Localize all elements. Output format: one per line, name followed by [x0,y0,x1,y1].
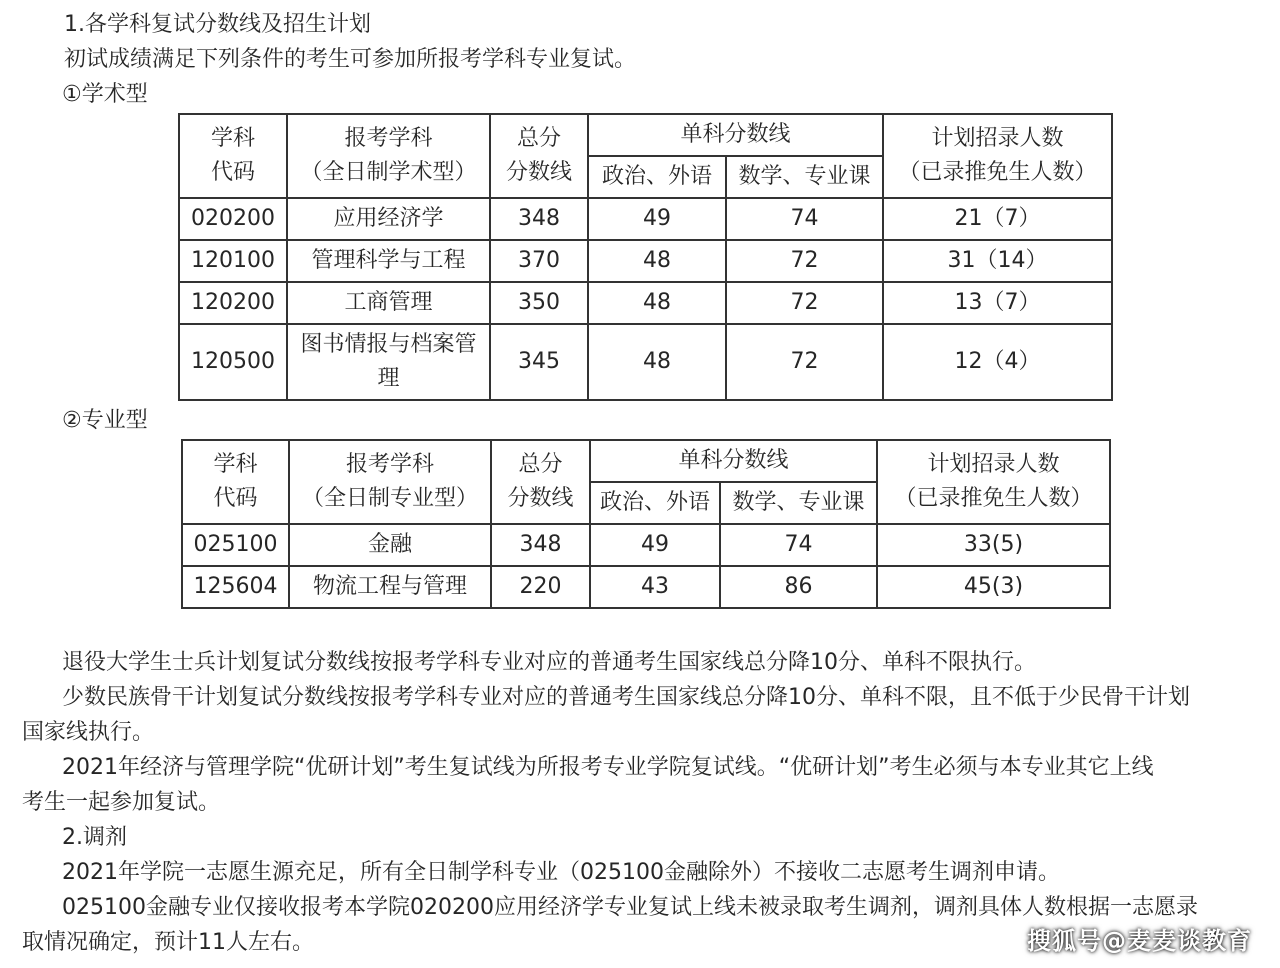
header-politics: 政治、外语 [588,156,726,198]
header-code: 学科 代码 [182,440,289,524]
cell-code: 120200 [179,282,287,324]
header-math: 数学、专业课 [726,156,883,198]
cell-subject: 金融 [289,524,491,566]
academic-table [178,113,1113,401]
cell-total: 370 [490,240,588,282]
paragraph-veterans: 退役大学生士兵计划复试分数线按报考学科专业对应的普通考生国家线总分降10分、单科不限执行。 [62,650,1036,675]
cell-politics: 48 [588,282,726,324]
section2-title: 2.调剂 [62,825,127,850]
table-header-row [179,114,1112,156]
cell-politics: 49 [588,198,726,240]
intro-text: 初试成绩满足下列条件的考生可参加所报考学科专业复试。 [64,47,637,72]
table-row [179,198,1112,240]
watermark: 搜狐号@麦麦谈教育 [1027,927,1252,955]
cell-math: 72 [726,282,883,324]
professional-label: ②专业型 [62,408,148,433]
header-total: 总分 分数线 [491,440,590,524]
paragraph-youyan-line1: 2021年经济与管理学院“优研计划”考生复试线为所报考专业学院复试线。“优研计划”考生必须与本专业其它上线 [62,755,1154,780]
header-total: 总分 分数线 [490,114,588,198]
cell-plan: 31（14） [883,240,1112,282]
cell-politics: 49 [590,524,720,566]
cell-math: 86 [720,566,877,608]
cell-subject: 应用经济学 [287,198,490,240]
cell-total: 220 [491,566,590,608]
paragraph-finance-line1: 025100金融专业仅接收报考本学院020200应用经济学专业复试上线未被录取考生调剂，调剂具体人数根据一志愿录 [62,895,1198,920]
cell-subject: 图书情报与档案管 理 [287,324,490,400]
cell-plan: 21（7） [883,198,1112,240]
cell-math: 74 [726,198,883,240]
cell-code: 125604 [182,566,289,608]
paragraph-transfer: 2021年学院一志愿生源充足，所有全日制学科专业（025100金融除外）不接收二志愿考生调剂申请。 [62,860,1060,885]
cell-code: 120100 [179,240,287,282]
cell-plan: 33(5) [877,524,1110,566]
header-single: 单科分数线 [590,440,877,482]
cell-plan: 12（4） [883,324,1112,400]
header-code: 学科 代码 [179,114,287,198]
header-single: 单科分数线 [588,114,883,156]
paragraph-minority-line1: 少数民族骨干计划复试分数线按报考学科专业对应的普通考生国家线总分降10分、单科不限，且不低于少民骨干计划 [62,685,1190,710]
table-row [179,240,1112,282]
table-header-row [182,440,1110,482]
header-plan: 计划招录人数 （已录推免生人数） [877,440,1110,524]
cell-total: 348 [490,198,588,240]
paragraph-minority-line2: 国家线执行。 [22,720,155,745]
header-politics: 政治、外语 [590,482,720,524]
cell-code: 120500 [179,324,287,400]
cell-politics: 48 [588,240,726,282]
table-row [182,566,1110,608]
cell-code: 025100 [182,524,289,566]
header-plan: 计划招录人数 （已录推免生人数） [883,114,1112,198]
table-row [179,324,1112,400]
paragraph-finance-line2: 取情况确定，预计11人左右。 [22,930,314,955]
cell-total: 345 [490,324,588,400]
cell-math: 72 [726,324,883,400]
cell-plan: 13（7） [883,282,1112,324]
academic-label: ①学术型 [62,82,148,107]
table-row [179,282,1112,324]
cell-code: 020200 [179,198,287,240]
cell-math: 72 [726,240,883,282]
cell-politics: 48 [588,324,726,400]
section-title: 1.各学科复试分数线及招生计划 [64,12,371,37]
paragraph-youyan-line2: 考生一起参加复试。 [22,790,221,815]
cell-subject: 物流工程与管理 [289,566,491,608]
cell-plan: 45(3) [877,566,1110,608]
header-math: 数学、专业课 [720,482,877,524]
cell-math: 74 [720,524,877,566]
header-subject: 报考学科 （全日制专业型） [289,440,491,524]
cell-subject: 工商管理 [287,282,490,324]
cell-total: 348 [491,524,590,566]
cell-total: 350 [490,282,588,324]
professional-table [181,439,1111,609]
cell-subject: 管理科学与工程 [287,240,490,282]
cell-politics: 43 [590,566,720,608]
header-subject: 报考学科 （全日制学术型） [287,114,490,198]
table-row [182,524,1110,566]
